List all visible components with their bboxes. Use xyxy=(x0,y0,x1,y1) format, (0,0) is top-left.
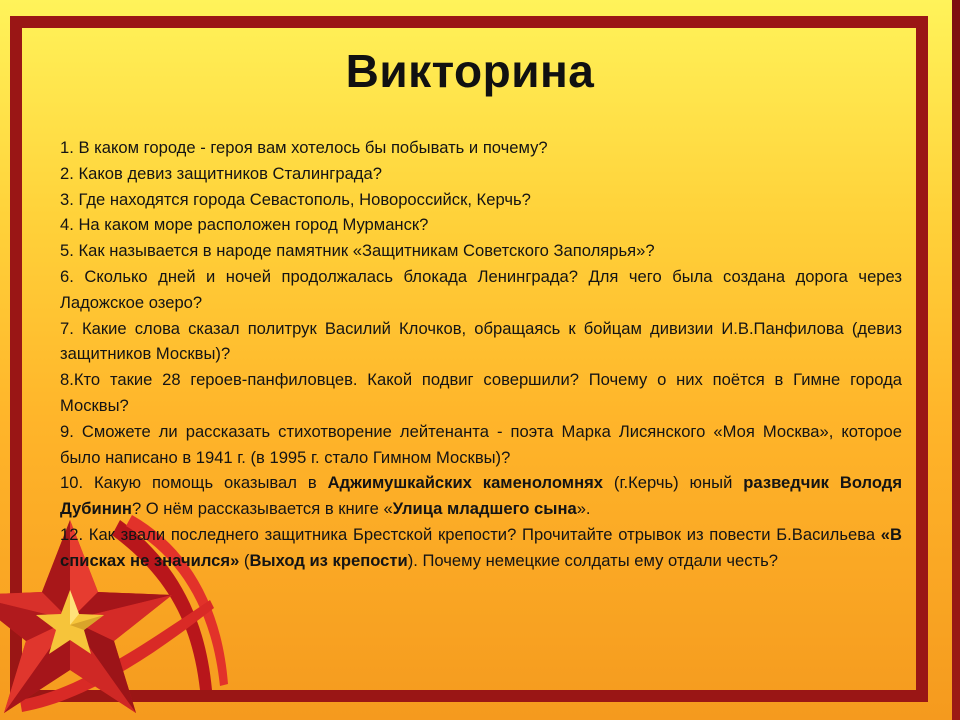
question-6: 6. Сколько дней и ночей продолжалась блокада Ленинграда? Для чего была создана дорога через Ладожское озеро? xyxy=(60,266,902,312)
question-12 xyxy=(60,522,902,574)
question-1: 1. В каком городе - героя вам хотелось бы побывать и почему? xyxy=(60,138,548,157)
question-8: 8.Кто такие 28 героев-панфиловцев. Какой подвиг совершили? Почему о них поётся в Гимне города Москвы? xyxy=(60,370,902,415)
question-10-text: (г.Керчь) юный xyxy=(603,473,744,493)
question-12-bold-chapter: Выход из крепости xyxy=(249,550,408,570)
question-12-text: ( xyxy=(239,550,250,570)
question-10-text: ». xyxy=(576,499,591,519)
slide-title: Викторина xyxy=(345,45,595,97)
question-5: 5. Как называется в народе памятник «Защитникам Советского Заполярья»? xyxy=(60,241,655,261)
questions-list xyxy=(60,135,902,574)
question-10-bold-hero: разведчик Володя Дубинин xyxy=(60,473,903,519)
question-10-text: 10. Какую помощь оказывал в xyxy=(60,473,328,493)
question-3: 3. Где находятся города Севастополь, Новороссийск, Керчь? xyxy=(60,189,531,209)
question-12-bold-book: «В списках не значился» xyxy=(60,524,902,570)
question-10-text: ? О нём рассказывается в книге « xyxy=(131,499,393,519)
question-2: 2. Каков девиз защитников Сталинграда? xyxy=(60,163,382,183)
question-10 xyxy=(60,470,902,522)
right-border-stripe xyxy=(952,0,960,720)
question-7: 7. Какие слова сказал политрук Василий Клочков, обращаясь к бойцам дивизии И.В.Панфилова (девиз защитников Москвы)? xyxy=(60,318,902,364)
question-4: 4. На каком море расположен город Мурманск? xyxy=(60,215,429,235)
question-12-text: ). Почему немецкие солдаты ему отдали честь? xyxy=(407,550,779,570)
question-10-bold-place: Аджимушкайских каменоломнях xyxy=(327,473,604,493)
question-10-bold-book: Улица младшего сына xyxy=(392,499,577,519)
question-9: 9. Сможете ли рассказать стихотворение лейтенанта - поэта Марка Лисянского «Моя Москва», которое было написано в 1941 г. (в 1995 г. стало Гимном Москвы)? xyxy=(60,421,902,467)
question-12-text: 12. Как звали последнего защитника Брестской крепости? Прочитайте отрывок из повести Б.Васильева xyxy=(60,524,881,544)
